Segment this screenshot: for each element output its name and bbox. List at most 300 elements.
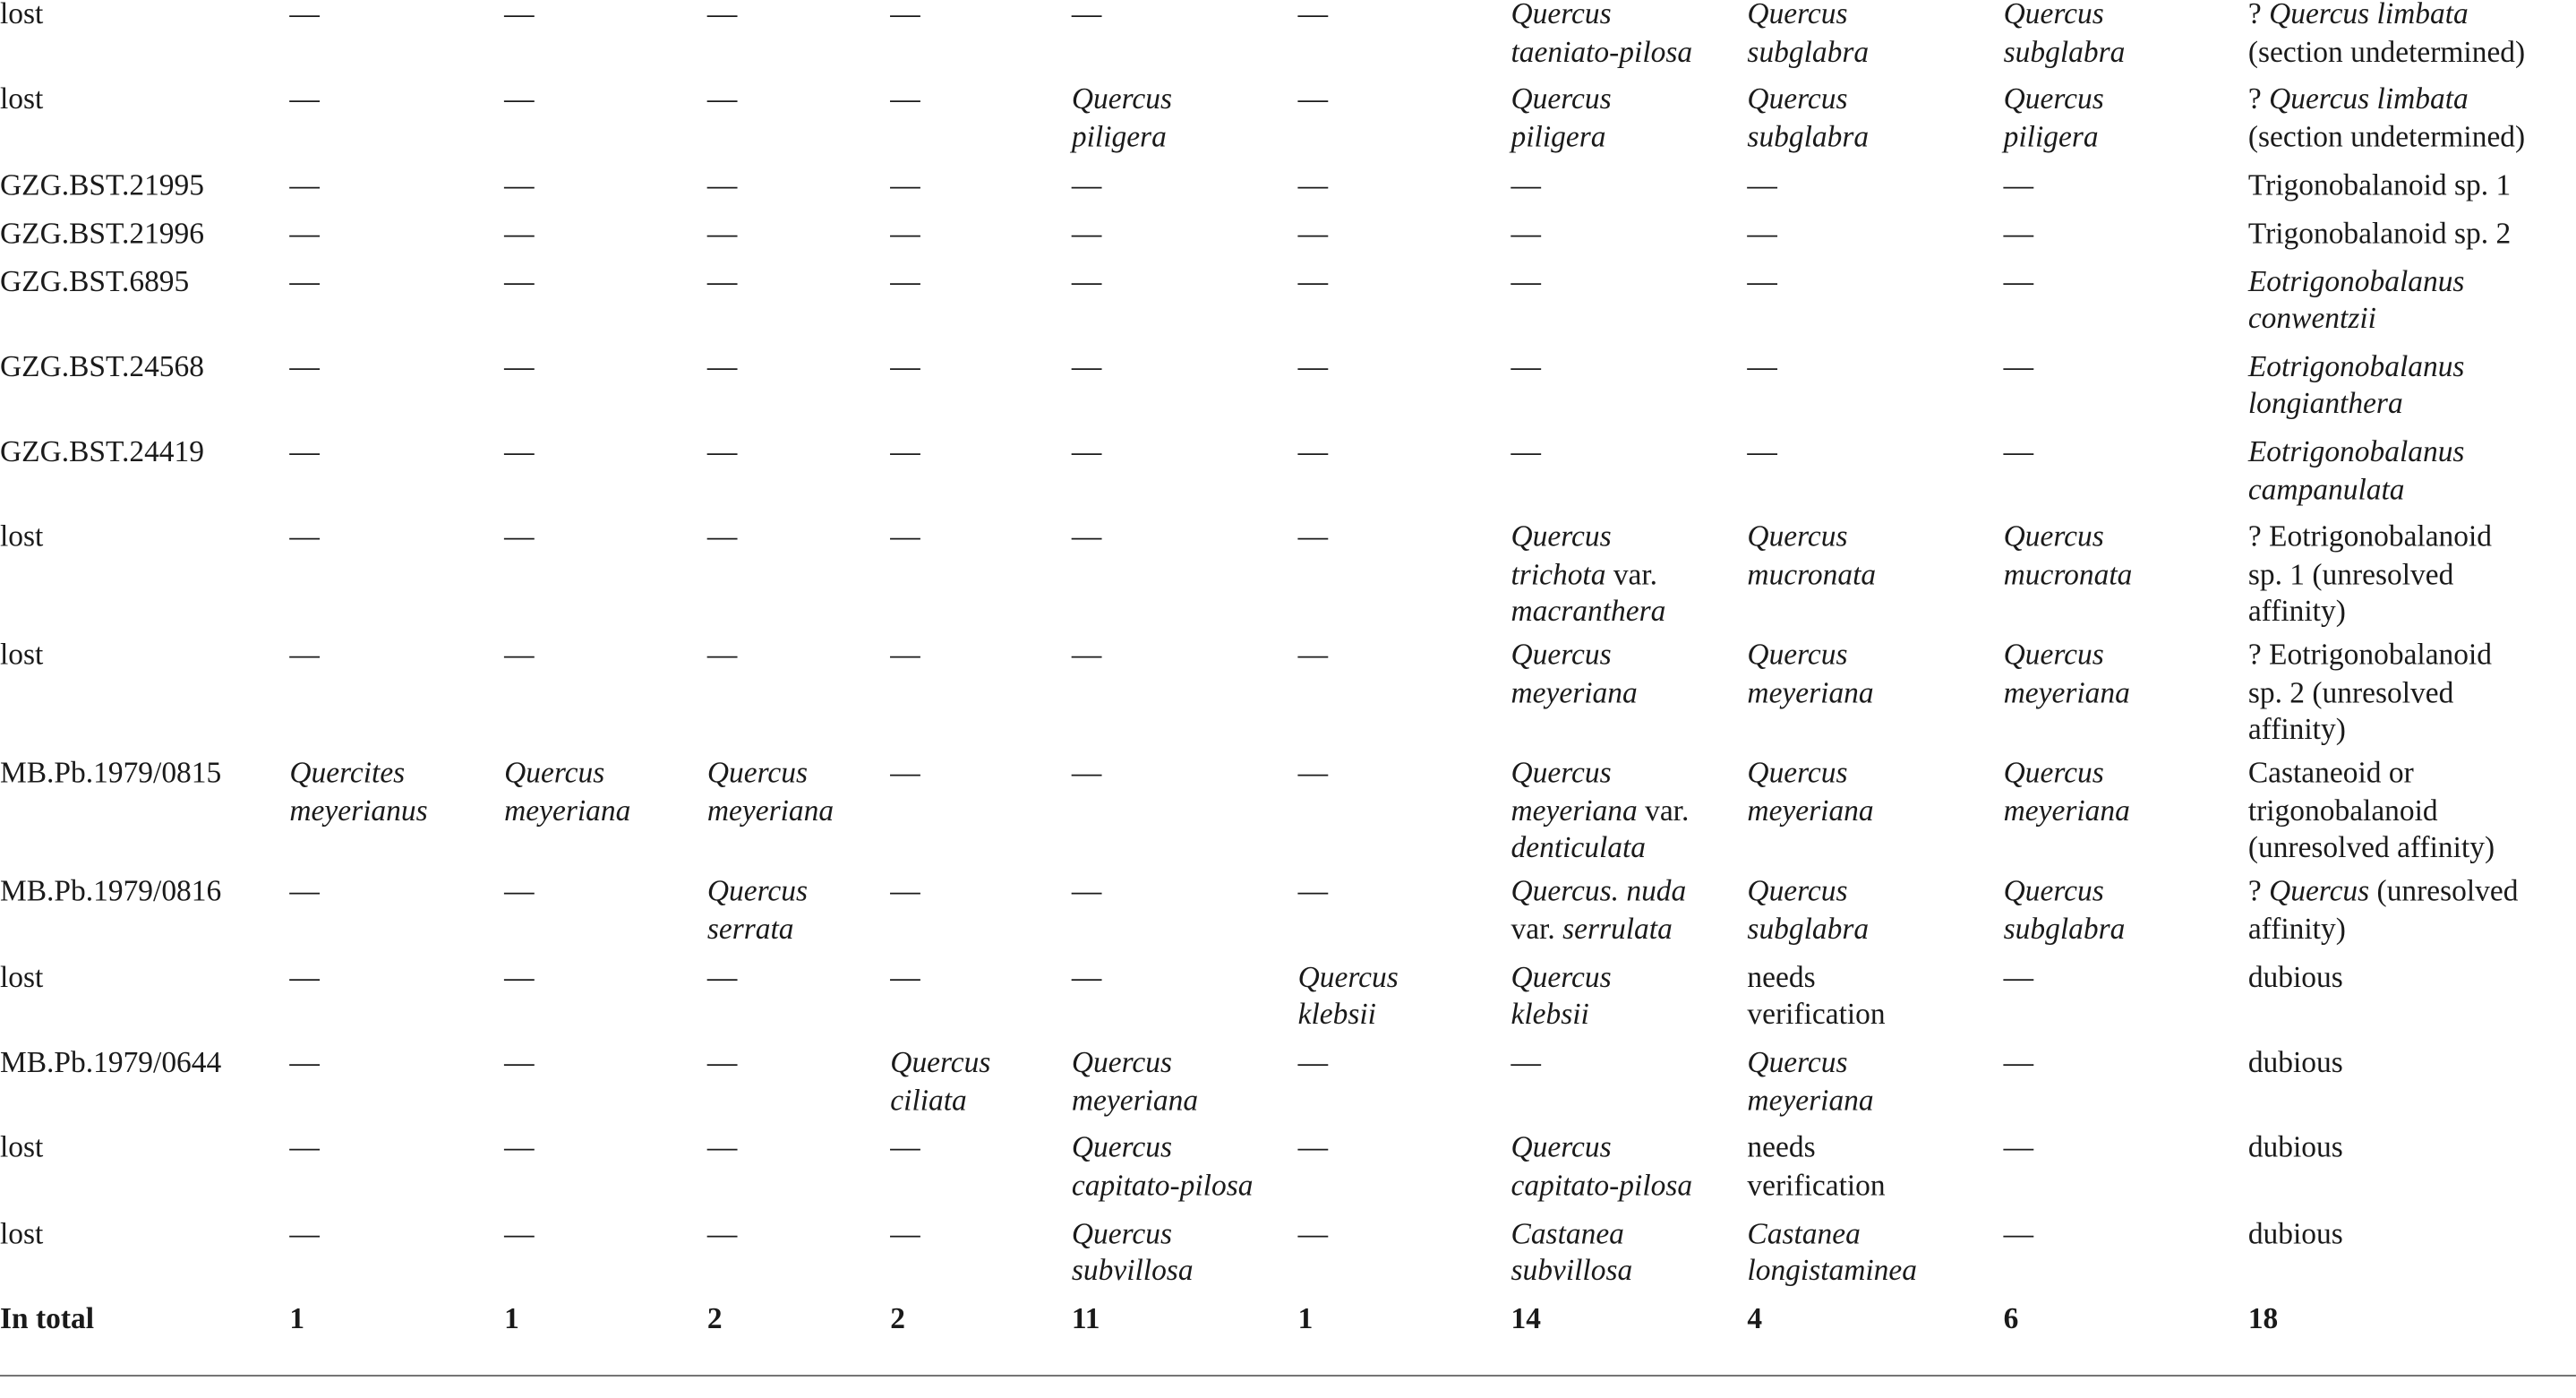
cell-col-8 — [1747, 433, 2003, 519]
cell-text: — — [1071, 263, 1102, 297]
cell-text: — — [289, 1130, 320, 1164]
cell-text: GZG.BST.21995 — [0, 167, 204, 202]
cell-col-1 — [289, 1129, 504, 1214]
cell-text: MB.Pb.1979/0816 — [0, 874, 222, 908]
cell-text: — — [2003, 959, 2034, 994]
taxon-name: Quercus subglabra — [2003, 0, 2126, 68]
cell-col-1 — [289, 214, 504, 262]
cell-col-5 — [1072, 0, 1298, 81]
cell-col-1 — [289, 1214, 504, 1299]
cell-col-4 — [890, 637, 1072, 755]
taxon-name: Castanea subvillosa — [1511, 1215, 1633, 1287]
cell-text: — — [1297, 874, 1329, 908]
cell-col-8 — [1747, 1043, 2003, 1128]
taxon-name: macranthera — [1511, 595, 1666, 629]
cell-col-6 — [1298, 81, 1511, 166]
cell-text: ? — [2247, 0, 2270, 30]
cell-col-6 — [1298, 214, 1511, 262]
cell-text: — — [1071, 874, 1102, 908]
cell-text: ? Eotrigonobalanoid sp. 2 (unresolved affinity) — [2247, 638, 2493, 747]
taxon-name: Quercus meyeriana — [1071, 1045, 1199, 1117]
cell-col-5 — [1072, 433, 1298, 519]
cell-col-4 — [890, 347, 1072, 433]
cell-col-8 — [1747, 637, 2003, 755]
cell-col-7 — [1511, 873, 1748, 958]
cell-text: — — [289, 959, 320, 994]
cell-text: needs verification — [1747, 959, 1886, 1031]
taxon-name: Castanea longistaminea — [1747, 1215, 1917, 1287]
table-row — [0, 637, 2576, 755]
cell-text: — — [2003, 349, 2034, 383]
taxon-name: Quercus meyeriana — [504, 756, 631, 828]
cell-assignment — [2248, 166, 2576, 214]
cell-text: — — [1071, 756, 1102, 790]
taxon-name: Quercus trichota — [1511, 519, 1612, 591]
taxon-name: Quercus klebsii — [1297, 959, 1399, 1031]
table-row — [0, 433, 2576, 519]
cell-col-3 — [707, 214, 890, 262]
cell-text: — — [890, 81, 920, 116]
taxon-name: Quercus limbata — [2269, 81, 2469, 116]
cell-text: — — [504, 519, 535, 553]
cell-text: — — [1511, 1045, 1541, 1079]
cell-col-7 — [1511, 1043, 1748, 1128]
table-row — [0, 873, 2576, 958]
cell-assignment — [2248, 81, 2576, 166]
cell-col-8 — [1747, 1214, 2003, 1299]
cell-col-3 — [707, 81, 890, 166]
table-row — [0, 166, 2576, 214]
cell-col-4 — [890, 433, 1072, 519]
table-row — [0, 519, 2576, 637]
cell-col-9 — [2004, 519, 2248, 637]
cell-specimen — [0, 214, 289, 262]
taxon-name: Quercus limbata — [2269, 0, 2469, 30]
cell-text: — — [1511, 434, 1541, 468]
cell-col-9 — [2004, 433, 2248, 519]
taxon-name: Quercus taeniato-pilosa — [1511, 0, 1693, 68]
cell-specimen — [0, 81, 289, 166]
cell-text: — — [2003, 215, 2034, 250]
cell-col-6 — [1298, 0, 1511, 81]
cell-col-2 — [504, 755, 707, 873]
cell-text: — — [706, 434, 738, 468]
cell-text: — — [1071, 215, 1102, 250]
cell-text: GZG.BST.24568 — [0, 349, 204, 383]
cell-assignment — [2248, 347, 2576, 433]
cell-text: — — [706, 349, 738, 383]
taxon-name: Quercus mucronata — [1747, 519, 1877, 591]
cell-assignment — [2248, 0, 2576, 81]
cell-text: — — [1747, 349, 1777, 383]
cell-text: — — [890, 959, 920, 994]
cell-text: lost — [0, 638, 44, 672]
cell-col-1 — [289, 1043, 504, 1128]
cell-col-7 — [1511, 1214, 1748, 1299]
cell-specimen — [0, 519, 289, 637]
table-row — [0, 0, 2576, 81]
cell-text: — — [504, 263, 535, 297]
cell-col-5 — [1072, 1043, 1298, 1128]
cell-text: ? — [2247, 81, 2270, 116]
cell-assignment — [2248, 433, 2576, 519]
cell-text: — — [504, 1045, 535, 1079]
cell-assignment — [2248, 1129, 2576, 1214]
cell-text: — — [1297, 434, 1329, 468]
table-row — [0, 958, 2576, 1043]
total-count: 14 — [1511, 1301, 1541, 1335]
cell-text: — — [504, 638, 535, 672]
taxon-name: Quercus subglabra — [1747, 81, 1870, 153]
cell-col-4 — [890, 166, 1072, 214]
cell-text: — — [890, 263, 920, 297]
cell-col-3 — [707, 347, 890, 433]
cell-specimen — [0, 755, 289, 873]
cell-col-5 — [1072, 81, 1298, 166]
cell-text: lost — [0, 1130, 44, 1164]
cell-col-5 — [1072, 166, 1298, 214]
cell-col-8 — [1747, 81, 2003, 166]
table-row — [0, 347, 2576, 433]
cell-text: Castaneoid or trigonobalanoid (unresolved affinity) — [2247, 756, 2495, 865]
cell-text: ? Eotrigonobalanoid sp. 1 (unresolved affinity) — [2247, 519, 2493, 629]
table-row — [0, 1043, 2576, 1128]
cell-text: Trigonobalanoid sp. 2 — [2247, 215, 2512, 250]
cell-col-9 — [2004, 347, 2248, 433]
cell-specimen — [0, 1129, 289, 1214]
cell-text: — — [1747, 434, 1777, 468]
cell-col-9 — [2004, 637, 2248, 755]
taxon-name: Eotrigonobalanus longianthera — [2247, 349, 2465, 421]
cell-col-6 — [1298, 637, 1511, 755]
taxon-name: denticulata — [1511, 831, 1647, 865]
cell-text: dubious — [2247, 1045, 2343, 1079]
cell-col-9 — [2004, 166, 2248, 214]
taxon-name: Quercus subglabra — [1747, 0, 1870, 68]
cell-col-3 — [707, 166, 890, 214]
cell-col-5 — [1072, 214, 1298, 262]
cell-text: (section undetermined) — [2247, 119, 2526, 153]
cell-col-2 — [504, 873, 707, 958]
cell-col-4 — [890, 873, 1072, 958]
cell-assignment — [2248, 755, 2576, 873]
cell-col-4 — [890, 214, 1072, 262]
cell-col-9 — [2004, 1214, 2248, 1299]
cell-col-5 — [1072, 755, 1298, 873]
taxon-name: Quercus meyeriana — [1511, 638, 1638, 709]
cell-text: lost — [0, 959, 44, 994]
cell-col-2 — [504, 166, 707, 214]
cell-col-6 — [1298, 519, 1511, 637]
taxon-name: Quercus capitato-pilosa — [1511, 1130, 1693, 1202]
total-count: 1 — [1297, 1301, 1314, 1335]
cell-col-3 — [707, 1043, 890, 1128]
cell-assignment — [2248, 873, 2576, 958]
cell-text: GZG.BST.24419 — [0, 434, 204, 468]
cell-col-7 — [1511, 262, 1748, 347]
total-count: 6 — [2003, 1301, 2019, 1335]
cell-col-3 — [707, 755, 890, 873]
cell-col-9 — [2004, 873, 2248, 958]
cell-col-8 — [1747, 873, 2003, 958]
taxon-name: serrulata — [1562, 912, 1673, 946]
cell-col-7 — [1511, 166, 1748, 214]
cell-text: — — [289, 349, 320, 383]
cell-col-4 — [890, 1214, 1072, 1299]
cell-col-7 — [1511, 433, 1748, 519]
cell-col-1 — [289, 637, 504, 755]
cell-text: — — [706, 263, 738, 297]
cell-text: — — [504, 0, 535, 30]
taxon-name: Quercus subglabra — [1747, 874, 1870, 946]
cell-col-9 — [2004, 262, 2248, 347]
cell-col-3 — [707, 873, 890, 958]
table-row — [0, 81, 2576, 166]
cell-col-9 — [2004, 1043, 2248, 1128]
taxon-name: Quercus klebsii — [1511, 959, 1612, 1031]
cell-text: MB.Pb.1979/0815 — [0, 756, 222, 790]
cell-text: GZG.BST.21996 — [0, 215, 204, 250]
cell-specimen — [0, 262, 289, 347]
table-row — [0, 1129, 2576, 1214]
cell-text: dubious — [2247, 1130, 2343, 1164]
cell-text: — — [1297, 1045, 1329, 1079]
cell-text: needs verification — [1747, 1130, 1886, 1202]
cell-text: — — [2003, 434, 2034, 468]
cell-col-1 — [289, 958, 504, 1043]
cell-assignment — [2248, 262, 2576, 347]
cell-text: — — [1747, 263, 1777, 297]
cell-col-9 — [2004, 81, 2248, 166]
cell-text: — — [1297, 263, 1329, 297]
cell-text: — — [504, 215, 535, 250]
taxon-name: Quercus ciliata — [890, 1045, 991, 1117]
cell-text: — — [1071, 519, 1102, 553]
cell-text: lost — [0, 1215, 44, 1250]
cell-specimen — [0, 166, 289, 214]
taxon-name: Quercus meyeriana — [1747, 1045, 1874, 1117]
cell-text: — — [2003, 263, 2034, 297]
cell-text: — — [890, 0, 920, 30]
cell-col-7 — [1511, 0, 1748, 81]
taxon-name: Quercus meyeriana — [2003, 638, 2130, 709]
total-count: 1 — [504, 1301, 519, 1335]
cell-col-4 — [890, 1129, 1072, 1214]
cell-text: — — [890, 1215, 920, 1250]
cell-col-3 — [707, 433, 890, 519]
cell-col-6 — [1298, 262, 1511, 347]
cell-text: Trigonobalanoid sp. 1 — [2247, 167, 2512, 202]
cell-col-2 — [504, 958, 707, 1043]
taxon-name: Quercus piligera — [1071, 81, 1172, 153]
cell-text: — — [289, 81, 320, 116]
cell-col-9 — [2004, 755, 2248, 873]
taxon-name: Quercus meyeriana — [1747, 756, 1874, 828]
cell-text: GZG.BST.6895 — [0, 263, 190, 297]
cell-text: MB.Pb.1979/0644 — [0, 1045, 222, 1079]
cell-text: var. — [1637, 793, 1690, 828]
cell-text: — — [1297, 0, 1329, 30]
cell-col-3 — [707, 1214, 890, 1299]
total-count: 2 — [706, 1301, 723, 1335]
taxon-name: Quercus — [2269, 874, 2370, 908]
cell-col-4 — [890, 1043, 1072, 1128]
cell-assignment — [2248, 519, 2576, 637]
cell-col-1 — [289, 519, 504, 637]
cell-text: — — [1071, 349, 1102, 383]
cell-col-7 — [1511, 637, 1748, 755]
cell-text: — — [289, 874, 320, 908]
cell-specimen — [0, 433, 289, 519]
cell-text: — — [1071, 0, 1102, 30]
cell-text: — — [890, 167, 920, 202]
cell-specimen — [0, 347, 289, 433]
cell-text: — — [289, 0, 320, 30]
cell-col-8 — [1747, 0, 2003, 81]
cell-text: — — [504, 874, 535, 908]
cell-col-2 — [504, 433, 707, 519]
cell-text: — — [1297, 638, 1329, 672]
table-row — [0, 214, 2576, 262]
cell-col-3 — [707, 262, 890, 347]
cell-col-5 — [1072, 873, 1298, 958]
taxon-name: Quercus serrata — [706, 874, 808, 946]
cell-text: — — [2003, 1045, 2034, 1079]
cell-text: — — [1071, 434, 1102, 468]
cell-assignment — [2248, 637, 2576, 755]
cell-text: — — [1297, 756, 1329, 790]
cell-col-8 — [1747, 755, 2003, 873]
cell-text: — — [706, 81, 738, 116]
taxon-name: Quercus subvillosa — [1071, 1215, 1194, 1287]
total-row — [0, 1299, 2576, 1359]
cell-col-6 — [1298, 958, 1511, 1043]
cell-text: — — [1511, 215, 1541, 250]
cell-col-9 — [2004, 0, 2248, 81]
table-row — [0, 1214, 2576, 1299]
cell-text: — — [890, 756, 920, 790]
cell-col-6 — [1298, 755, 1511, 873]
cell-col-7 — [1511, 81, 1748, 166]
total-count: 4 — [1747, 1301, 1763, 1335]
cell-col-2 — [504, 1043, 707, 1128]
cell-col-1 — [289, 166, 504, 214]
cell-col-2 — [504, 519, 707, 637]
cell-col-8 — [1747, 166, 2003, 214]
cell-col-6 — [1298, 166, 1511, 214]
cell-col-4 — [890, 755, 1072, 873]
taxon-name: Quercus mucronata — [2003, 519, 2133, 591]
cell-text: — — [1297, 81, 1329, 116]
cell-text: — — [706, 638, 738, 672]
cell-col-3 — [707, 958, 890, 1043]
cell-text: — — [504, 81, 535, 116]
cell-text: lost — [0, 519, 44, 553]
total-count: 1 — [289, 1301, 305, 1335]
cell-col-1 — [289, 262, 504, 347]
cell-col-2 — [504, 347, 707, 433]
cell-col-5 — [1072, 637, 1298, 755]
taxon-name: Quercus meyeriana — [1511, 756, 1638, 828]
cell-text: — — [706, 0, 738, 30]
cell-col-9 — [2004, 1129, 2248, 1214]
cell-col-2 — [504, 262, 707, 347]
taxon-name: Quercus meyeriana — [1747, 638, 1874, 709]
taxon-name: Quercites meyerianus — [289, 756, 428, 828]
cell-text: — — [890, 215, 920, 250]
cell-text: — — [890, 434, 920, 468]
cell-col-7 — [1511, 347, 1748, 433]
cell-col-5 — [1072, 519, 1298, 637]
cell-text: — — [289, 519, 320, 553]
cell-text: — — [289, 638, 320, 672]
cell-col-3 — [707, 0, 890, 81]
cell-col-3 — [707, 637, 890, 755]
cell-text: — — [1297, 519, 1329, 553]
cell-text: — — [706, 959, 738, 994]
cell-text: — — [706, 519, 738, 553]
cell-col-7 — [1511, 958, 1748, 1043]
cell-text: lost — [0, 81, 44, 116]
cell-col-1 — [289, 433, 504, 519]
cell-text: dubious — [2247, 959, 2343, 994]
cell-col-8 — [1747, 214, 2003, 262]
cell-text: — — [2003, 1215, 2034, 1250]
cell-text: — — [504, 959, 535, 994]
cell-text: — — [289, 434, 320, 468]
cell-text: — — [1511, 167, 1541, 202]
cell-col-6 — [1298, 1129, 1511, 1214]
cell-col-5 — [1072, 1214, 1298, 1299]
cell-text: — — [1297, 167, 1329, 202]
cell-col-8 — [1747, 262, 2003, 347]
cell-col-4 — [890, 519, 1072, 637]
cell-col-8 — [1747, 519, 2003, 637]
cell-text: — — [706, 1045, 738, 1079]
cell-text: — — [1297, 215, 1329, 250]
cell-text: — — [2003, 167, 2034, 202]
cell-text: — — [706, 1130, 738, 1164]
cell-text: — — [504, 1130, 535, 1164]
cell-text: — — [1297, 349, 1329, 383]
cell-text: — — [890, 1130, 920, 1164]
cell-col-8 — [1747, 1129, 2003, 1214]
cell-assignment — [2248, 958, 2576, 1043]
taxon-name: Quercus subglabra — [2003, 874, 2126, 946]
taxon-name: Quercus. nuda — [1511, 874, 1687, 908]
cell-text: — — [706, 167, 738, 202]
cell-col-1 — [289, 347, 504, 433]
cell-col-1 — [289, 0, 504, 81]
cell-col-1 — [289, 873, 504, 958]
cell-col-5 — [1072, 262, 1298, 347]
cell-text: — — [504, 434, 535, 468]
cell-col-3 — [707, 1129, 890, 1214]
cell-text: — — [890, 638, 920, 672]
taxon-name: Quercus piligera — [2003, 81, 2104, 153]
cell-col-2 — [504, 214, 707, 262]
cell-specimen — [0, 958, 289, 1043]
cell-col-4 — [890, 81, 1072, 166]
cell-text: — — [890, 519, 920, 553]
cell-text: — — [289, 167, 320, 202]
cell-col-6 — [1298, 1214, 1511, 1299]
total-count: 2 — [890, 1301, 906, 1335]
cell-col-7 — [1511, 1129, 1748, 1214]
cell-col-6 — [1298, 433, 1511, 519]
cell-text: (section undetermined) — [2247, 34, 2526, 68]
cell-col-7 — [1511, 519, 1748, 637]
